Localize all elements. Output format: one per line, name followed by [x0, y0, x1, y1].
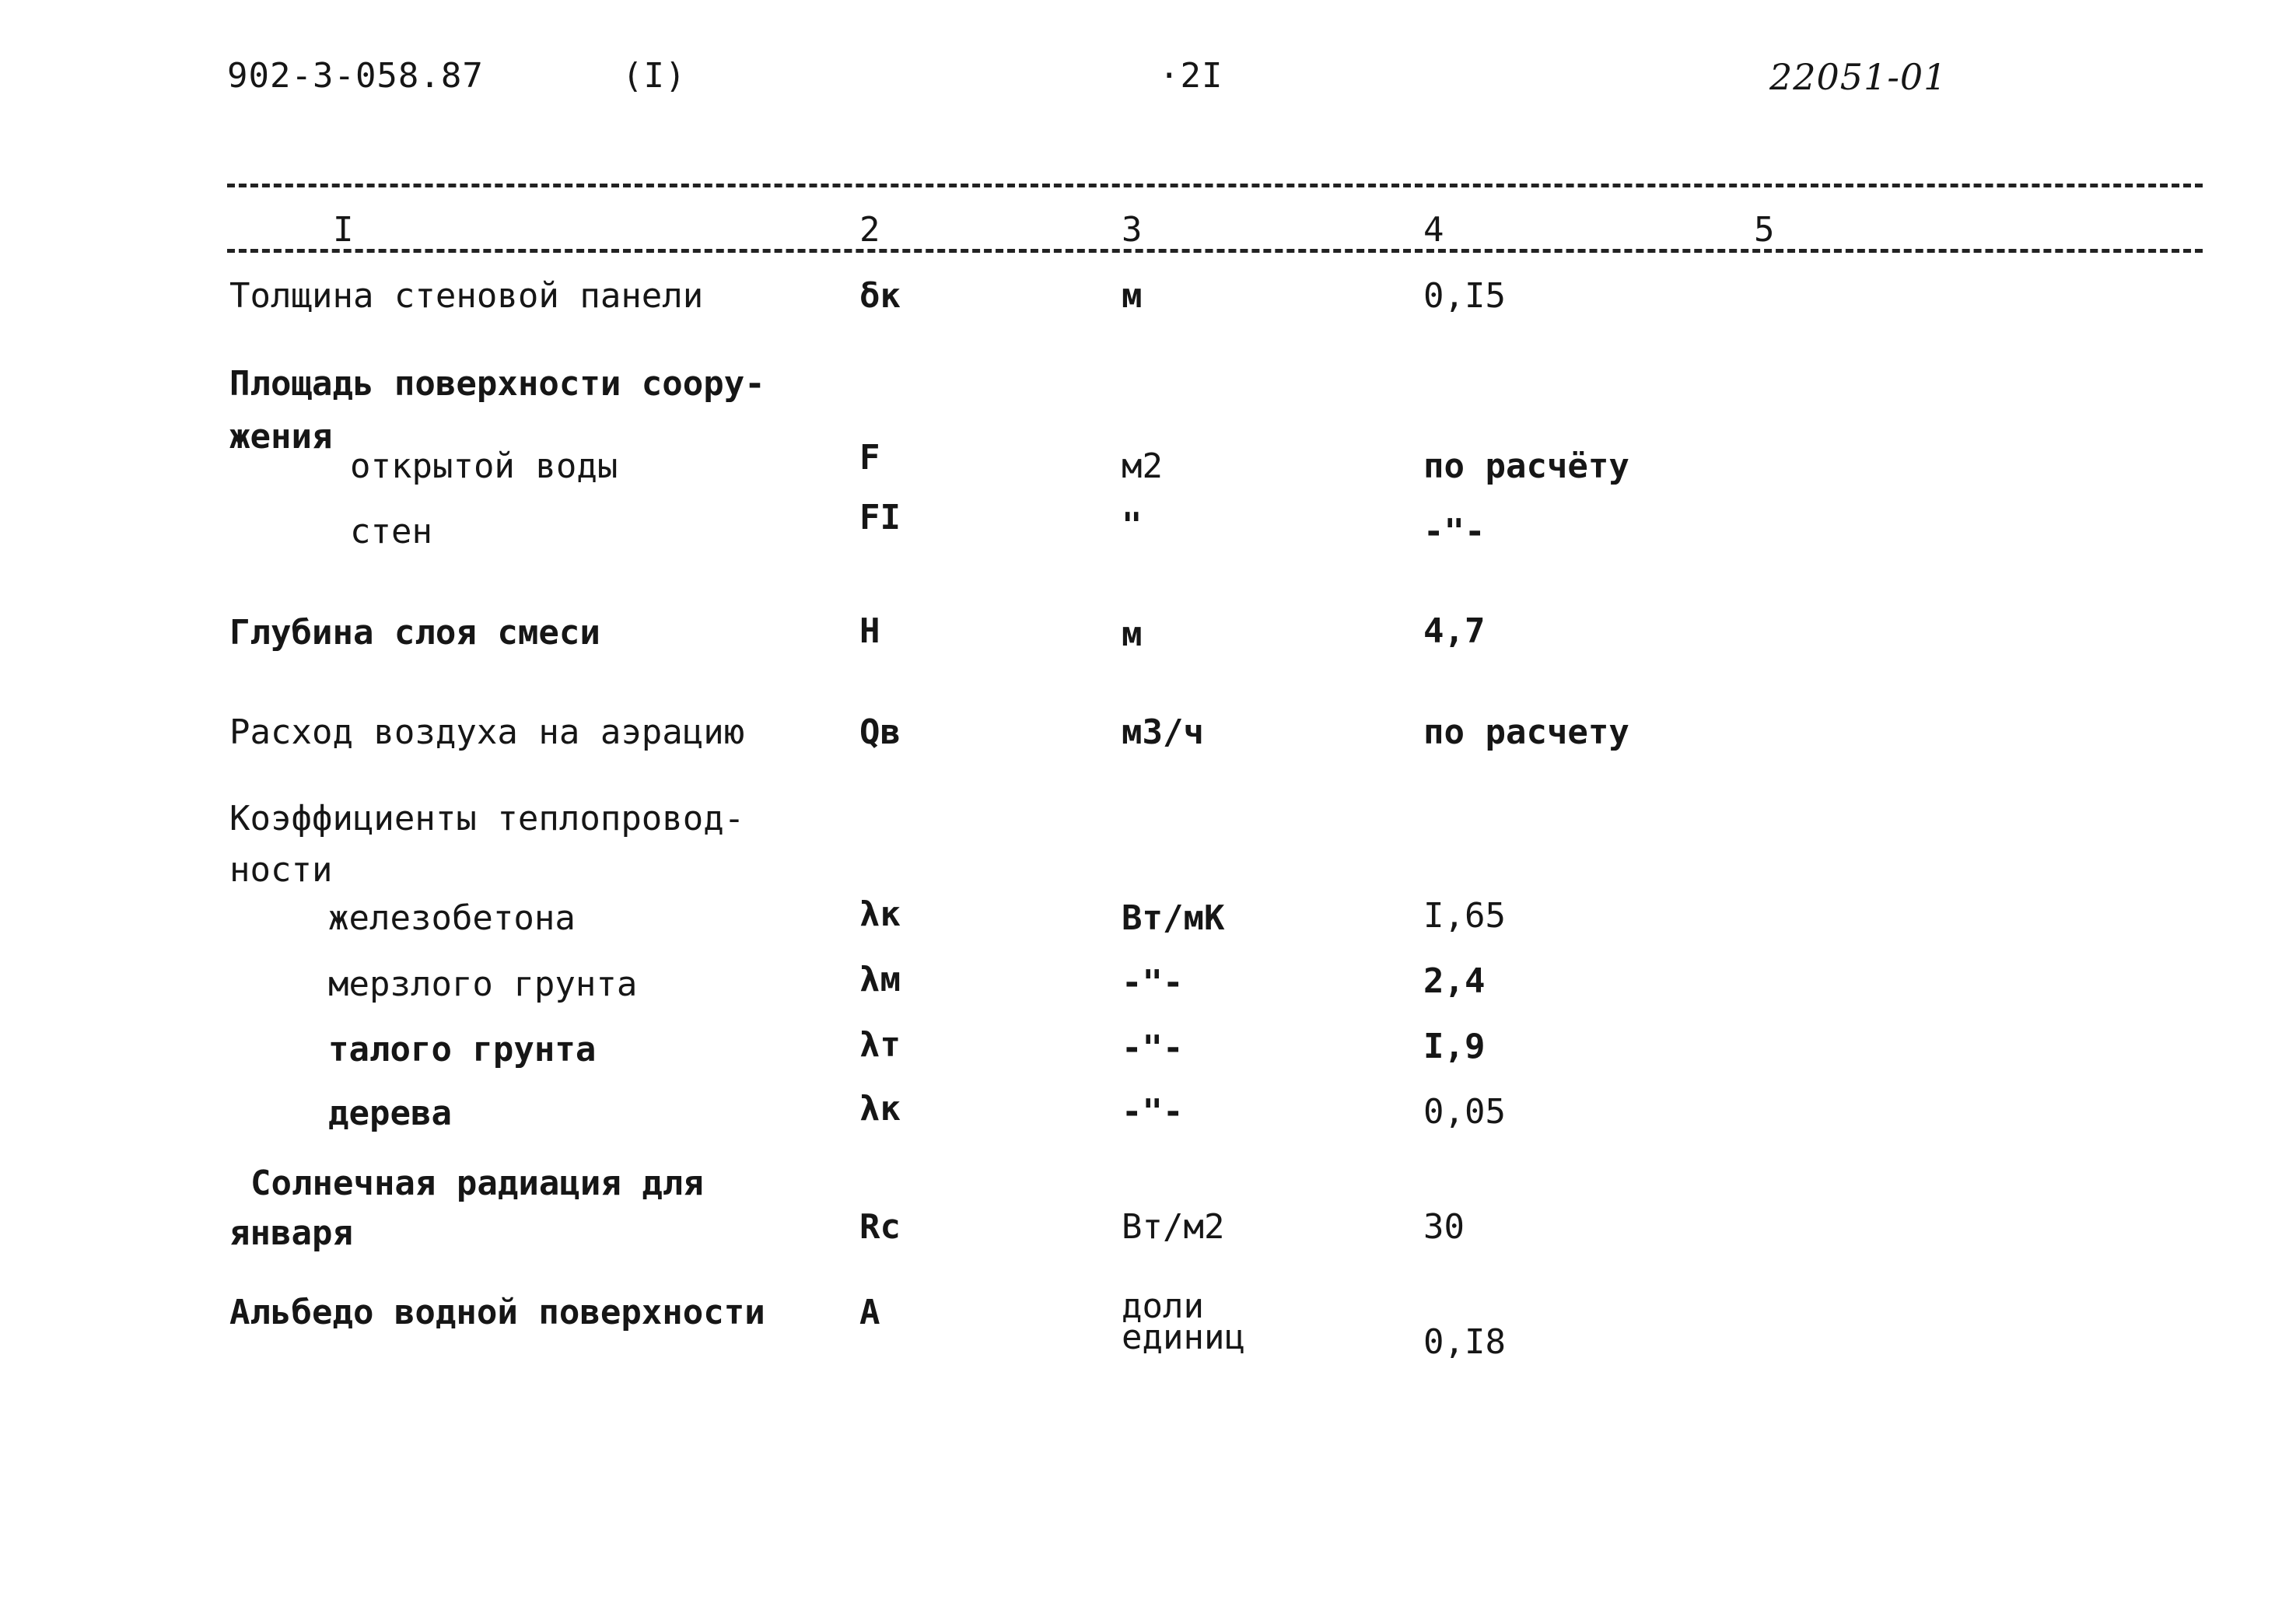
param-name: дерева [328, 1094, 452, 1133]
param-name: Расход воздуха на аэрацию [229, 712, 745, 752]
table-header-rule [227, 249, 2203, 253]
param-unit: м [1122, 276, 1143, 316]
param-unit: Вт/м2 [1122, 1207, 1225, 1247]
param-name: Солнечная радиация для [250, 1164, 704, 1203]
param-name: стен [350, 512, 432, 551]
param-unit: м [1122, 614, 1143, 654]
param-symbol: Qв [859, 712, 901, 752]
param-value: по расчету [1423, 712, 1629, 752]
param-name: Глубина слоя смеси [229, 613, 600, 653]
param-unit: -"- [1122, 1028, 1184, 1068]
param-group-name: Коэффициенты теплопровод- [229, 799, 745, 838]
column-number-1: I [333, 210, 354, 250]
column-number-5: 5 [1754, 210, 1775, 250]
column-number-3: 3 [1122, 210, 1143, 250]
param-symbol: H [859, 611, 880, 651]
param-symbol: λк [859, 1089, 901, 1129]
param-group-name-cont: жения [229, 417, 333, 457]
param-symbol: A [859, 1293, 880, 1332]
param-unit: " [1122, 506, 1143, 545]
handwritten-number: 22051-01 [1769, 56, 1948, 98]
param-group-name: Площадь поверхности соору- [229, 364, 765, 404]
param-value: 0,I5 [1423, 276, 1506, 316]
param-unit: -"- [1122, 1092, 1184, 1132]
param-value: I,9 [1423, 1027, 1486, 1066]
param-name: железобетона [328, 898, 576, 938]
param-unit: -"- [1122, 963, 1184, 1003]
table-top-rule [227, 184, 2203, 187]
param-unit: Вт/мК [1122, 898, 1225, 938]
param-value: I,65 [1423, 896, 1506, 936]
param-name: мерзлого грунта [328, 964, 638, 1004]
page-number: ·2I [1159, 56, 1223, 96]
param-symbol: λт [859, 1025, 901, 1065]
param-symbol: Rс [859, 1207, 901, 1247]
param-name: Альбедо водной поверхности [229, 1293, 765, 1332]
param-name: Толщина стеновой панели [229, 276, 704, 316]
param-unit: м3/ч [1122, 712, 1204, 752]
column-number-4: 4 [1423, 210, 1444, 250]
param-unit: доли [1122, 1286, 1204, 1326]
param-symbol: F [859, 438, 880, 478]
param-name: открытой воды [350, 446, 618, 486]
param-symbol: δк [859, 276, 901, 316]
column-number-2: 2 [859, 210, 880, 250]
param-name: талого грунта [328, 1030, 597, 1069]
param-symbol: λм [859, 960, 901, 999]
param-value: 0,05 [1423, 1092, 1506, 1132]
document-code: 902-3-058.87 [227, 56, 484, 96]
param-value: 0,I8 [1423, 1322, 1506, 1362]
param-value: 2,4 [1423, 961, 1486, 1001]
param-unit-cont: единиц [1122, 1318, 1245, 1357]
param-value: -"- [1423, 512, 1486, 551]
param-group-name-cont: ности [229, 850, 333, 890]
param-value: по расчёту [1423, 446, 1629, 486]
param-value: 30 [1423, 1207, 1465, 1247]
param-name-cont: января [229, 1213, 353, 1253]
param-value: 4,7 [1423, 611, 1486, 651]
document-part: (I) [622, 56, 687, 96]
param-unit: м2 [1122, 446, 1163, 486]
param-symbol: FI [859, 498, 901, 537]
param-symbol: λк [859, 894, 901, 934]
